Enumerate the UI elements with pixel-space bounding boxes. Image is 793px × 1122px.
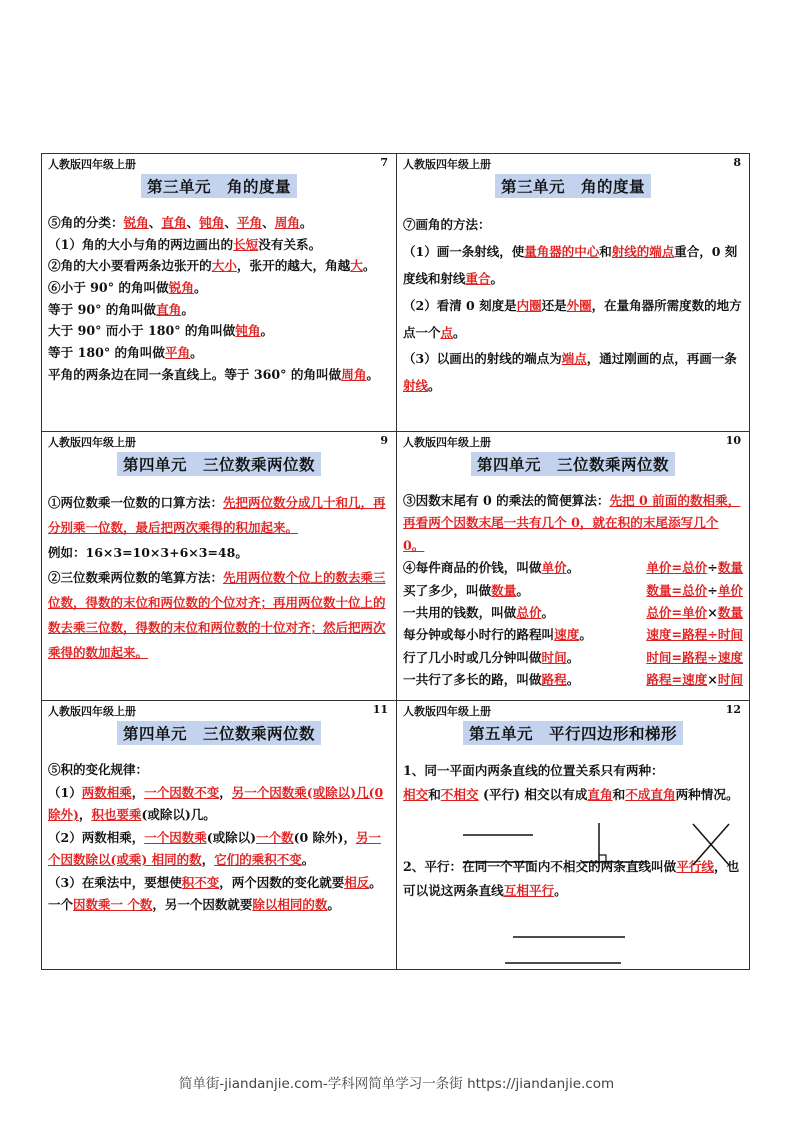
- definition: [403, 602, 554, 624]
- answer-text: =: [671, 582, 683, 598]
- answer-text: 积也要乘: [91, 807, 142, 822]
- answer-text: 长短: [233, 236, 259, 252]
- answer-text: 总价: [682, 582, 708, 598]
- text-run: 一共用的钱数，叫做: [403, 605, 517, 621]
- text-run: (或除以)几。: [141, 807, 216, 822]
- text-run: 。: [554, 882, 567, 898]
- text-run: 和: [612, 786, 626, 802]
- answer-text: 另一个因数乘(或除以)几(0 除外): [48, 784, 384, 822]
- text-run: （2）看清 0 刻度是: [403, 297, 517, 313]
- text-run: （1）画一条射线，使: [403, 243, 525, 259]
- text-run: 和: [599, 243, 612, 259]
- card-page-7: [42, 154, 397, 432]
- formula: [646, 647, 743, 669]
- book-label: 人教版四年级上册: [403, 158, 491, 171]
- answer-text: 数量: [646, 582, 672, 598]
- text-run: ②三位数乘两位数的笔算方法：: [48, 570, 224, 585]
- note-line: [48, 277, 390, 299]
- answer-text: =: [671, 560, 683, 576]
- text-run: ，: [131, 784, 145, 800]
- text-run: ⑥小于 90° 的角叫做: [48, 279, 169, 295]
- book-label: 人教版四年级上册: [403, 436, 491, 449]
- answer-text: 单价: [682, 605, 708, 621]
- card-body: [48, 212, 390, 385]
- text-run: 、: [262, 215, 275, 230]
- answer-text: 时间: [541, 649, 567, 665]
- text-run: 没有关系。: [258, 236, 322, 252]
- formula: [646, 580, 743, 602]
- card-page-12: [397, 701, 749, 969]
- text-run: 、: [186, 215, 200, 230]
- answer-text: 钝角: [235, 323, 261, 339]
- definition: [403, 557, 579, 579]
- text-run: 。: [566, 672, 580, 688]
- text-run: 。: [566, 649, 580, 665]
- answer-text: 相反: [344, 874, 370, 890]
- note-line: [48, 490, 390, 540]
- text-run: 。: [579, 627, 592, 643]
- answer-text: 直角: [587, 786, 613, 802]
- answer-text: 周角: [274, 215, 300, 230]
- text-run: 1、同一平面内两条直线的位置关系只有两种：: [403, 763, 664, 778]
- answer-text: 点: [440, 324, 454, 340]
- book-label: 人教版四年级上册: [403, 705, 491, 718]
- text-run: 和: [428, 786, 441, 802]
- answer-text: 路程: [541, 672, 567, 688]
- definition-row: [403, 669, 743, 691]
- text-run: 。: [490, 270, 504, 286]
- definition-row: [403, 624, 743, 646]
- text-run: (0 除外)，: [293, 829, 356, 845]
- page-footer: 简单街-jiandanjie.com-学科网简单学习一条街 https://jiandanjie.com: [178, 1076, 615, 1092]
- answer-text: 总价: [646, 605, 672, 621]
- text-run: 。: [428, 378, 441, 394]
- text-run: 买了多少，叫做: [403, 582, 492, 598]
- answer-text: 平角: [236, 215, 263, 230]
- card-header: [48, 703, 388, 719]
- answer-text: 内圈: [516, 297, 542, 313]
- text-run: ，: [201, 852, 215, 867]
- card-page-10: [397, 432, 749, 701]
- note-line: [48, 212, 390, 234]
- note-line: [48, 540, 390, 565]
- answer-text: 数量: [717, 605, 743, 621]
- definition-row: [403, 580, 743, 602]
- unit-title: 第三单元 角的度量: [42, 174, 396, 198]
- answer-text: 两数相乘: [81, 784, 132, 800]
- answer-text: 单价: [717, 582, 743, 598]
- answer-text: 平角: [164, 344, 191, 360]
- definition-row: [403, 557, 743, 579]
- answer-text: 速度: [646, 627, 672, 643]
- answer-text: 先用两位数个位上的数去乘三位数，得数的末位和两位数的个位对齐；再用两位数十位上的数去乘三位数，得数的末位和两位数的十位对齐；然后把两次乘得的数加起来。: [48, 570, 386, 660]
- text-run: ，在量角器所需度数的地方点一个: [403, 297, 742, 340]
- text-run: 还是: [541, 297, 567, 313]
- card-body: [403, 212, 743, 400]
- note-line: [403, 346, 743, 400]
- card-page-9: [42, 432, 397, 701]
- text-run: ，通过刚画的点，再画一条: [586, 351, 737, 367]
- text-run: 。: [366, 366, 380, 382]
- unit-title: 第四单元 三位数乘两位数: [397, 452, 749, 476]
- page-number: 8: [733, 156, 741, 169]
- text-run: 等于 180° 的角叫做: [48, 344, 165, 360]
- text-run: 例如：16×3=10×3+6×3=48。: [48, 545, 248, 560]
- text-run: ⑤角的分类：: [48, 215, 124, 230]
- page-number: 11: [372, 703, 388, 716]
- definition-row: [403, 602, 743, 624]
- formula: [646, 602, 743, 624]
- text-run: ③因数末尾有 0 的乘法的简便算法：: [403, 493, 610, 508]
- text-run: 。: [453, 324, 466, 340]
- answer-text: 时间: [646, 649, 672, 665]
- card-header: [48, 434, 388, 450]
- answer-text: 锐角: [168, 279, 194, 295]
- text-run: ÷: [707, 560, 718, 576]
- answer-text: 平行线: [676, 858, 715, 874]
- answer-text: 大: [350, 258, 363, 274]
- unit-title: 第三单元 角的度量: [397, 174, 749, 198]
- text-run: 。一个: [48, 874, 382, 912]
- text-run: ①两位数乘一位数的口算方法：: [48, 495, 224, 510]
- answer-text: =: [671, 649, 683, 665]
- answer-text: 不成直角: [625, 786, 676, 802]
- page-number: 12: [725, 703, 741, 716]
- unit-title: 第四单元 三位数乘两位数: [42, 721, 396, 745]
- answer-text: 周角: [341, 366, 367, 382]
- text-run: 、: [224, 215, 237, 230]
- answer-text: 总价: [682, 560, 708, 576]
- right-angle-mark: [599, 855, 606, 862]
- note-line: [48, 255, 390, 277]
- page-number: 7: [380, 156, 388, 169]
- note-line: [48, 782, 390, 827]
- text-run: 。: [327, 897, 340, 912]
- text-run: （2）两数相乘，: [48, 829, 145, 845]
- answer-text: 数量: [491, 582, 517, 598]
- definition: [403, 647, 579, 669]
- note-line: [48, 827, 390, 872]
- text-run: 每分钟或每小时行的路程叫: [403, 627, 555, 643]
- card-page-11: [42, 701, 397, 969]
- definition-row: [403, 647, 743, 669]
- text-run: ，: [78, 807, 92, 822]
- answer-text: 大小: [211, 258, 237, 274]
- notes-grid: [41, 153, 750, 970]
- answer-text: 直角: [156, 301, 182, 317]
- answer-text: 速度: [682, 672, 708, 688]
- answer-text: 因数乘一 个数: [73, 897, 153, 912]
- answer-text: 总价: [516, 605, 542, 621]
- text-run: 。: [299, 215, 313, 230]
- text-run: ，另一个因数就要: [152, 897, 253, 912]
- text-run: ②角的大小要看两条边张开的: [48, 258, 212, 274]
- card-header: [403, 156, 741, 172]
- text-run: ④每件商品的价钱，叫做: [403, 560, 542, 576]
- answer-text: =: [671, 605, 683, 621]
- card-header: [403, 703, 741, 719]
- answer-text: 射线的端点: [611, 243, 675, 259]
- answer-text: ÷: [707, 649, 718, 665]
- text-run: (或除以): [206, 829, 257, 845]
- answer-text: 速度: [717, 649, 743, 665]
- answer-text: 外圈: [566, 297, 592, 313]
- text-run: 。: [516, 582, 529, 598]
- answer-text: =: [671, 627, 683, 643]
- text-run: 2、平行：在同一个平面内不相交的两条直线叫做: [403, 858, 677, 874]
- text-run: 。: [362, 258, 376, 274]
- text-run: 。: [301, 852, 315, 867]
- text-run: 。: [566, 560, 580, 576]
- text-run: ，也可以说这两条直线: [403, 858, 740, 898]
- note-line: [48, 234, 390, 256]
- answer-text: 单价: [541, 560, 567, 576]
- answer-text: 积不变: [181, 874, 220, 890]
- answer-text: 互相平行: [503, 882, 555, 898]
- formula: [646, 557, 743, 579]
- answer-text: 一个数: [256, 829, 294, 845]
- answer-text: 路程: [682, 627, 708, 643]
- text-run: （1）: [48, 784, 82, 800]
- note-line: [403, 239, 743, 293]
- text-run: (平行) 相交以有成: [478, 786, 588, 802]
- answer-text: =: [671, 672, 683, 688]
- answer-text: 一个因数不变: [144, 784, 220, 800]
- unit-title: 第四单元 三位数乘两位数: [42, 452, 396, 476]
- text-run: ÷: [707, 582, 718, 598]
- answer-text: 它们的乘积不变: [214, 852, 302, 867]
- card-body: [48, 490, 390, 665]
- answer-text: 速度: [554, 627, 580, 643]
- text-run: 。: [260, 323, 274, 339]
- definition: [403, 580, 529, 602]
- answer-text: 路程: [646, 672, 672, 688]
- note-line: [403, 212, 743, 239]
- note-line: [48, 320, 390, 342]
- answer-text: 直角: [161, 215, 187, 230]
- answer-text: 数量: [717, 560, 743, 576]
- text-run: （3）以画出的射线的端点为: [403, 351, 562, 367]
- book-label: 人教版四年级上册: [48, 436, 136, 449]
- book-label: 人教版四年级上册: [48, 158, 136, 171]
- text-run: 。: [193, 279, 207, 295]
- text-run: 。: [541, 605, 555, 621]
- text-run: 行了几小时或几分钟叫做: [403, 649, 542, 665]
- card-body: [403, 490, 743, 692]
- text-run: ⑦画角的方法：: [403, 217, 491, 232]
- note-line: [48, 299, 390, 321]
- text-run: （1）角的大小与角的两边画出的: [48, 236, 234, 252]
- text-run: ，两个因数的变化就要: [219, 874, 345, 890]
- unit-title: 第五单元 平行四边形和梯形: [397, 721, 749, 745]
- formula: [646, 669, 743, 691]
- answer-text: 路程: [682, 649, 708, 665]
- card-body: [48, 759, 390, 917]
- note-line: [403, 490, 743, 557]
- text-run: 平角的两条边在同一条直线上。等于 360° 的角叫做: [48, 366, 342, 382]
- answer-text: 另一个因数除以(或乘) 相同的数: [48, 829, 381, 867]
- answer-text: 量角器的中心: [524, 243, 600, 259]
- text-run: 。: [190, 344, 203, 360]
- answer-text: 时间: [717, 672, 743, 688]
- page-number: 9: [380, 434, 388, 447]
- note-line: [48, 364, 390, 386]
- answer-text: 射线: [403, 378, 429, 394]
- answer-text: 先把 0 前面的数相乘，再看两个因数末尾一共有几个 0，就在积的末尾添写几个 0。: [403, 493, 741, 553]
- text-run: ，: [219, 784, 232, 800]
- text-run: ，张开的越大，角越: [236, 258, 351, 274]
- text-run: 、: [148, 215, 162, 230]
- text-run: ×: [707, 672, 718, 688]
- note-line: [48, 342, 390, 364]
- text-run: ⑤积的变化规律：: [48, 762, 149, 777]
- answer-text: 时间: [717, 627, 743, 643]
- formula: [646, 624, 743, 646]
- note-line: [48, 565, 390, 665]
- line-relationship-diagram: [397, 819, 749, 969]
- answer-text: 先把两位数分成几十和几，再分别乘一位数，最后把两次乘得的积加起来。: [48, 495, 386, 535]
- definition: [403, 624, 592, 646]
- answer-text: 一个因数乘: [144, 829, 207, 845]
- answer-text: 钝角: [199, 215, 225, 230]
- card-header: [403, 434, 741, 450]
- note-line: [403, 293, 743, 347]
- text-run: 等于 90° 的角叫做: [48, 301, 157, 317]
- note-line: [403, 783, 743, 807]
- text-run: 大于 90° 而小于 180° 的角叫做: [48, 323, 236, 339]
- text-run: 一共行了多长的路，叫做: [403, 672, 542, 688]
- text-run: 重合，0 刻度线和射线: [403, 243, 738, 286]
- answer-text: ÷: [707, 627, 718, 643]
- book-label: 人教版四年级上册: [48, 705, 136, 718]
- text-run: 。: [181, 301, 194, 317]
- answer-text: 相交: [403, 786, 429, 802]
- card-page-8: [397, 154, 749, 432]
- note-line: [403, 759, 743, 783]
- answer-text: 除以相同的数: [252, 897, 328, 912]
- answer-text: 不相交: [440, 786, 479, 802]
- answer-text: 单价: [646, 560, 672, 576]
- page-number: 10: [725, 434, 741, 447]
- answer-text: 重合: [465, 270, 491, 286]
- note-line: [48, 759, 390, 782]
- text-run: 两种情况。: [675, 786, 739, 802]
- answer-text: 锐角: [123, 215, 149, 230]
- card-header: [48, 156, 388, 172]
- text-run: ×: [707, 605, 718, 621]
- note-line: [48, 872, 390, 917]
- answer-text: 端点: [561, 351, 587, 367]
- definition: [403, 669, 579, 691]
- text-run: （3）在乘法中，要想使: [48, 874, 182, 890]
